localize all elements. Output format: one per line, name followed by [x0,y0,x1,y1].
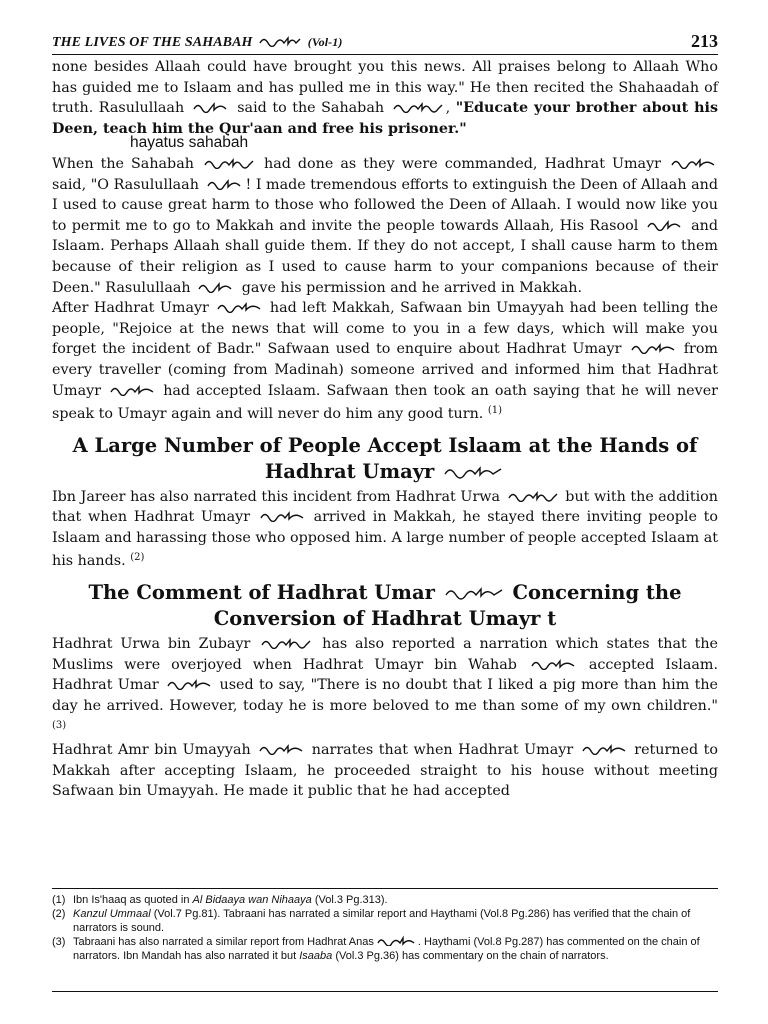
arabic-honorific-icon [259,508,305,520]
text-run: Tabraani has also narrated a similar report from Hadhrat Anas [73,936,374,948]
book-title: Isaaba [299,950,333,962]
arabic-honorific-icon [216,299,262,311]
paragraph-2 [52,154,718,298]
arabic-honorific-icon [258,741,304,753]
footnote-text [73,935,718,963]
page-number: 213 [691,31,718,51]
footnote-1 [52,893,718,907]
footnote-number: (2) [52,908,66,920]
text-run: used to say, "There is no doubt that I liked a pig more than him the day he arrived. However, today he is more beloved to me than some of my own children." [52,677,719,714]
arabic-honorific-icon [206,176,244,188]
arabic-honorific-icon [646,217,684,229]
heading-text: Concerning the Conversion of Hadhrat Umayr t [213,581,682,631]
text-run: none besides Allaah could have brought you this news. All praises belong to Allaah Who has guided me to Islaam and has pulled me in this way." He then recited the Shahaadah of truth. Rasulullaah [52,59,718,117]
footnote-3 [52,935,718,963]
watermark-text: hayatus sahabah [130,134,249,152]
text-run: (Vol.7 Pg.81). Tabraani has narrated a similar report and Haythami (Vol.8 Pg.286) has verified that the chain of narrators is sound. [73,908,691,934]
text-run: Hadhrat Urwa bin Zubayr [52,636,251,653]
text-run: (Vol.3 Pg.313). [311,894,388,906]
arabic-honorific-icon [392,99,444,111]
main-text [52,57,718,802]
footnote-ref: (2) [130,552,145,564]
text-run: had done as they were commanded, Hadhrat Umayr [263,155,661,172]
arabic-honorific-icon [197,279,235,291]
arabic-honorific-icon [444,581,504,593]
heading-text: A Large Number of People Accept Islaam at the Hands of Hadhrat Umayr [72,433,698,483]
running-head-volume: (Vol-1) [307,35,343,49]
text-run: (Vol.3 Pg.36) has commentary on the chain of narrators. [332,950,609,962]
paragraph-6 [52,740,718,802]
footnote-ref: (1) [487,405,503,417]
text-run: accepted Islaam. Hadhrat Umar [52,656,719,694]
bottom-rule [52,991,718,992]
text-run: has also reported a narration which states that the Muslims were overjoyed when Hadhrat Umayr bin Wahab [52,636,719,673]
book-title: Kanzul Ummaal [73,908,151,920]
running-head [52,34,342,51]
arabic-honorific-icon [109,382,155,394]
bold-quote: "Educate your brother about his Deen, teach him the Qur'aan and free his prisoner." [52,100,719,137]
running-head-title: THE LIVES OF THE SAHABAH [52,35,253,50]
text-run: , [445,100,451,117]
arabic-honorific-icon [260,635,312,647]
footnote-number: (1) [52,894,66,906]
page-header [52,30,718,55]
text-run: had accepted Islaam. Safwaan then took an oath saying that he will never speak to Umayr again and will never do him any good turn. [52,382,719,423]
footnote-text [73,907,718,935]
text-run: and Islaam. Perhaps Allaah shall guide them. If they do not accept, I shall cause harm to them because of their religion as I used to cause harm to your companions because of their Deen." Rasulullaah [52,217,719,296]
text-run: Ibn Is'haaq as quoted in [73,894,193,906]
text-run: . Haythami (Vol.8 Pg.287) has commented on the chain of narrators. Ibn Mandah has also narrated it but [73,936,700,962]
text-run: narrates that when Hadhrat Umayr [311,742,574,759]
paragraph-3 [52,298,718,425]
book-title: Al Bidaaya wan Nihaaya [192,894,312,906]
footnote-2 [52,907,718,935]
text-run: from every traveller (coming from Madinah) someone arrived and informed him that Hadhrat Umayr [52,341,718,399]
text-run: Ibn Jareer has also narrated this incident from Hadhrat Urwa [52,488,501,505]
paragraph-4 [52,487,718,572]
arabic-honorific-icon [192,99,230,111]
text-run: After Hadhrat Umayr [52,300,209,317]
text-run: said, "O Rasulullaah [52,176,199,193]
footnote-ref: (3) [52,720,67,732]
heading-text: The Comment of Hadhrat Umar [88,581,435,605]
text-run: arrived in Makkah, he stayed there inviting people to Islaam and harassing those who opposed him. A large number of people accepted Islaam at his hands. [52,509,719,570]
book-page [52,30,718,1010]
arabic-honorific-icon [530,656,576,668]
text-run: Hadhrat Amr bin Umayyah [52,742,251,759]
footnote-number: (3) [52,936,66,948]
section-heading-2 [52,580,718,632]
arabic-honorific-icon [507,488,559,500]
text-run: said to the Sahabah [237,100,385,117]
text-run: had left Makkah, Safwaan bin Umayyah had been telling the people, "Rejoice at the news that will come to you in a few days, which will make you forget the incident of Badr." Safwaan used to enquire about Hadhrat Umayr [52,300,718,358]
section-heading-1 [52,433,718,485]
arabic-honorific-icon [258,34,302,46]
arabic-honorific-icon [376,935,416,947]
text-run: ! I made tremendous efforts to extinguish the Deen of Allaah and I used to cause great harm to those who followed the Deen of Allaah. I would now like you to permit me to go to Makkah and invite the people towards Allaah, His Rasool [52,176,719,234]
arabic-honorific-icon [670,155,716,167]
text-run: but with the addition that when Hadhrat Umayr [52,488,718,526]
paragraph-1 [52,57,718,139]
text-run: When the Sahabah [52,155,194,172]
arabic-honorific-icon [581,741,627,753]
arabic-honorific-icon [203,155,255,167]
footnote-text [73,893,718,907]
paragraph-5 [52,634,718,740]
text-run: returned to Makkah after accepting Islaam, he proceeded straight to his house without meeting Safwaan bin Umayyah. He made it public that he had accepted [52,742,719,800]
footnotes [52,888,718,963]
arabic-honorific-icon [630,340,676,352]
text-run: gave his permission and he arrived in Makkah. [241,279,583,296]
arabic-honorific-icon [166,676,212,688]
arabic-honorific-icon [443,460,503,472]
